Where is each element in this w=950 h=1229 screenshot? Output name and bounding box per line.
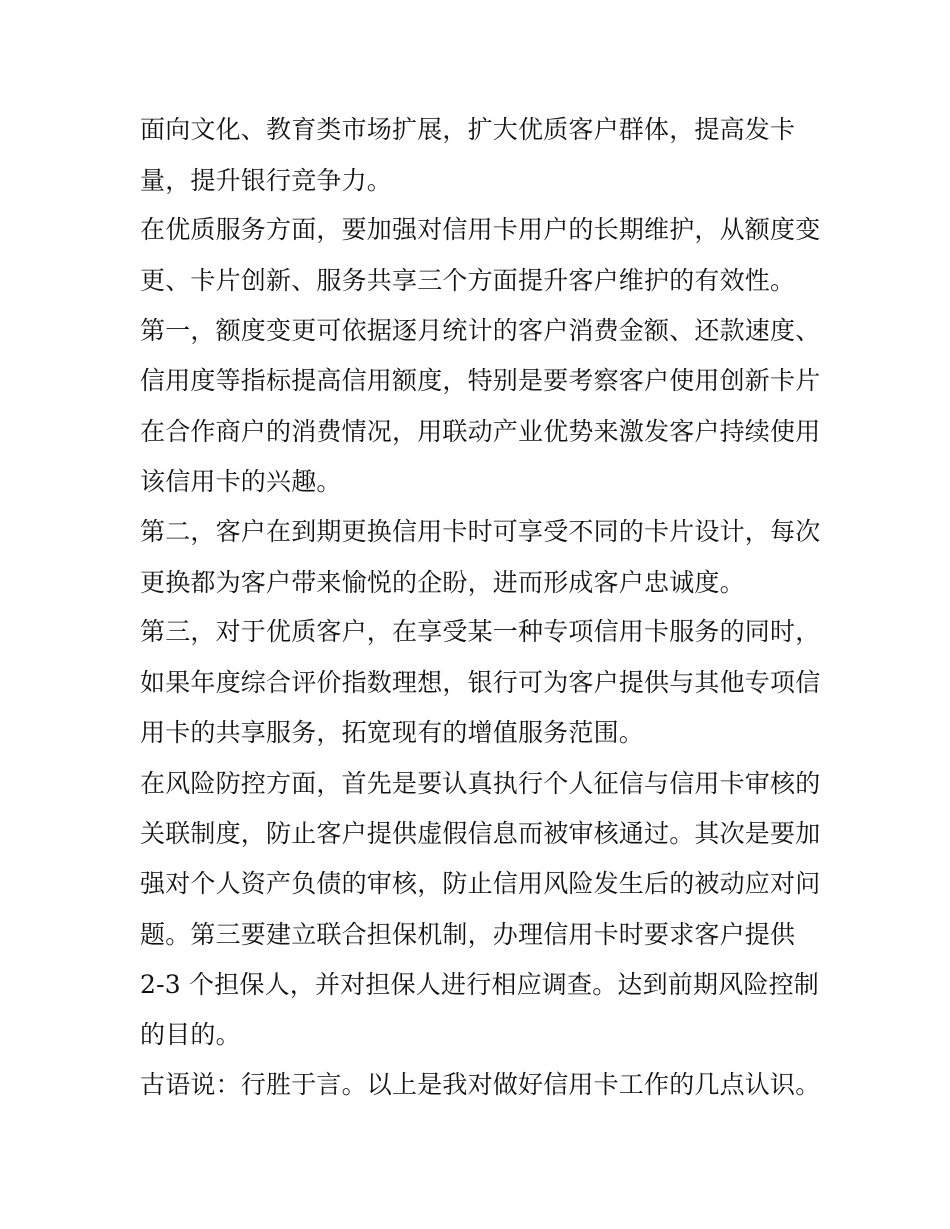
text-line: 该信用卡的兴趣。 — [140, 467, 342, 496]
text-line: 量，提升银行竞争力。 — [140, 166, 393, 195]
text-line: 2-3 个担保人，并对担保人进行相应调查。达到前期风险控制 — [140, 970, 820, 999]
text-line: 强对个人资产负债的审核，防止信用风险发生后的被动应对问 — [140, 869, 821, 898]
text-line: 在合作商户的消费情况，用联动产业优势来激发客户持续使用 — [140, 417, 821, 446]
text-line: 在风险防控方面，首先是要认真执行个人征信与信用卡审核的 — [140, 769, 821, 798]
text-line: 第二，客户在到期更换信用卡时可享受不同的卡片设计，每次 — [140, 517, 821, 546]
text-line: 关联制度，防止客户提供虚假信息而被审核通过。其次是要加 — [140, 819, 821, 848]
text-line: 题。第三要建立联合担保机制，办理信用卡时要求客户提供 — [140, 920, 796, 949]
text-line: 第一，额度变更可依据逐月统计的客户消费金额、还款速度、 — [140, 316, 821, 345]
text-line: 更、卡片创新、服务共享三个方面提升客户维护的有效性。 — [140, 266, 796, 295]
text-line: 用卡的共享服务，拓宽现有的增值服务范围。 — [140, 718, 645, 747]
text-line: 信用度等指标提高信用额度，特别是要考察客户使用创新卡片 — [140, 366, 821, 395]
text-line: 第三，对于优质客户，在享受某一种专项信用卡服务的同时， — [140, 617, 821, 646]
text-line: 如果年度综合评价指数理想，银行可为客户提供与其他专项信 — [140, 668, 821, 697]
text-line: 在优质服务方面，要加强对信用卡用户的长期维护，从额度变 — [140, 215, 821, 244]
text-line: 面向文化、教育类市场扩展，扩大优质客户群体，提高发卡 — [140, 115, 796, 144]
text-line: 古语说：行胜于言。以上是我对做好信用卡工作的几点认识。 — [140, 1070, 821, 1099]
text-line: 更换都为客户带来愉悦的企盼，进而形成客户忠诚度。 — [140, 568, 745, 597]
text-line: 的目的。 — [140, 1020, 241, 1049]
